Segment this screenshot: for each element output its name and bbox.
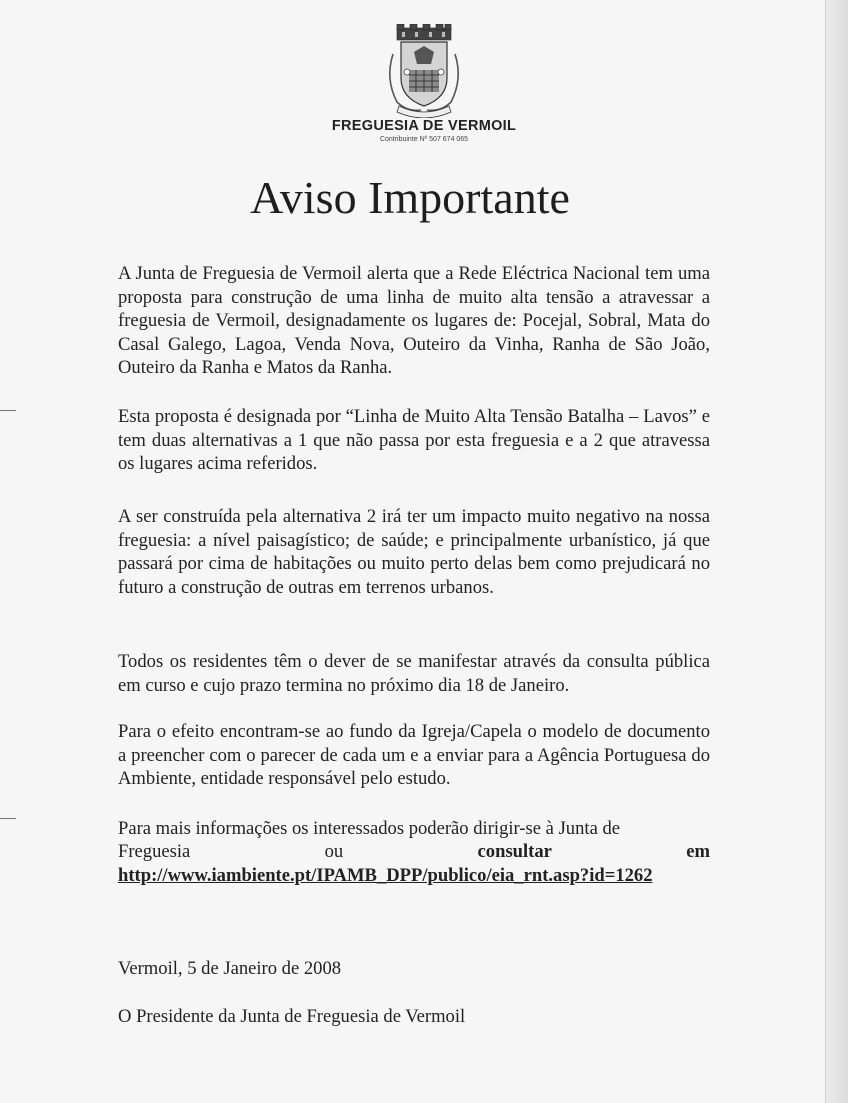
paragraph-information: Para mais informações os interessados poderão dirigir-se à Junta de [118,818,621,839]
info-word-ou: ou [324,841,344,862]
consultation-link[interactable]: http://www.iambiente.pt/IPAMB_DPP/publico/eia_rnt.asp?id=1262 [118,865,653,886]
date-line: Vermoil, 5 de Janeiro de 2008 [118,958,342,979]
paragraph-alert: A Junta de Freguesia de Vermoil alerta que a Rede Eléctrica Nacional tem uma proposta para construção de uma linha de muito alta tensão a atravessar a freguesia de Vermoil, designadamente os lugares de: Pocejal, Sobral, Mata do Casal Galego, Lagoa, Venda Nova, Outeiro da Vinha, Ranha de São João, Outeiro da Ranha e Matos da Ranha. [118,263,710,378]
paragraph-impact: A ser construída pela alternativa 2 irá ter um impacto muito negativo na nossa freguesia: a nível paisagístico; de saúde; e principalmente urbanístico, já que passará por cima de habitações ou muito perto delas bem como prejudicará no futuro a construção de outras em terrenos urbanos. [118,506,710,598]
info-word-freguesia: Freguesia [118,841,191,862]
taxpayer-number: Contribuinte Nº 507 674 065 [379,136,469,143]
scan-margin-mark [0,410,16,411]
signature-line: O Presidente da Junta de Freguesia de Vermoil [118,1006,466,1027]
paragraph-residents: Todos os residentes têm o dever de se manifestar através da consulta pública em curso e cujo prazo termina no próximo dia 18 de Janeiro. [118,651,710,696]
coat-of-arms-icon [383,24,465,118]
scan-margin-mark [0,818,16,819]
paragraph-documents: Para o efeito encontram-se ao fundo da Igreja/Capela o modelo de documento a preencher com o parecer de cada um e a enviar para a Agência Portuguesa do Ambiente, entidade responsável pelo estudo. [118,721,710,789]
scanned-page-edge [825,0,848,1103]
info-word-em: em [686,841,710,862]
organization-name: FREGUESIA DE VERMOIL [331,118,517,134]
notice-title: Aviso Importante [250,172,570,223]
info-word-consultar: consultar [477,841,552,862]
information-line [118,840,710,864]
paragraph-proposal: Esta proposta é designada por “Linha de Muito Alta Tensão Batalha – Lavos” e tem duas alternativas a 1 que não passa por esta freguesia e a 2 que atravessa os lugares acima referidos. [118,406,710,474]
